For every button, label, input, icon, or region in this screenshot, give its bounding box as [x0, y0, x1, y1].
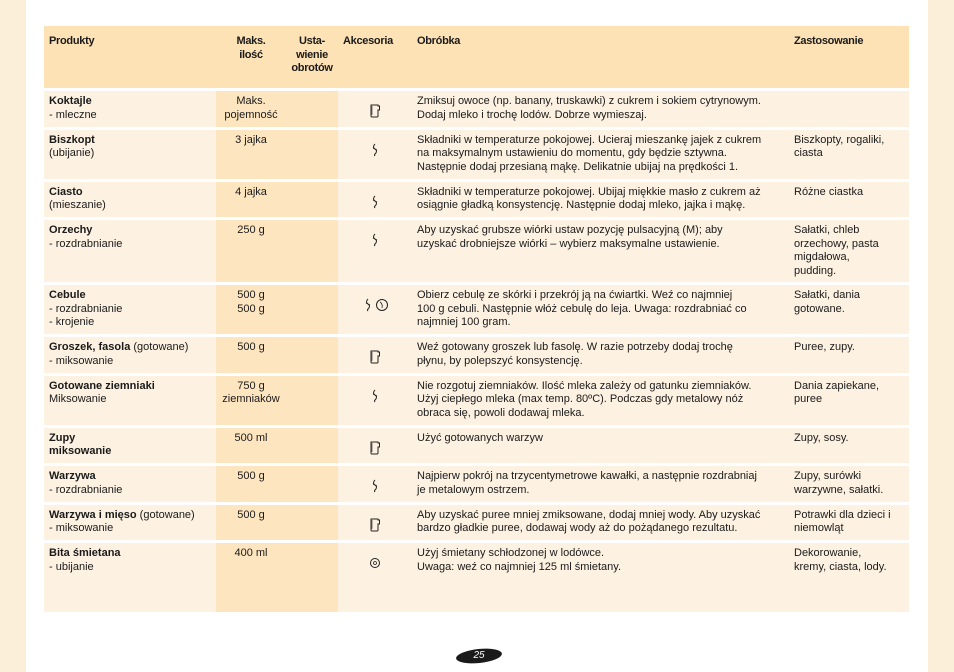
max-qty-cell: 500 g — [216, 336, 286, 375]
product-name-extra: (gotowane) — [130, 341, 189, 353]
jug-icon — [368, 517, 382, 533]
table-row — [44, 465, 909, 504]
usage-cell: Zupy, sosy. — [789, 426, 909, 465]
accessory-cell — [338, 180, 412, 219]
product-name: Biszkopt — [49, 133, 95, 146]
header-accessories: Akcesoria — [338, 26, 412, 90]
processing-cell: Najpierw pokrój na trzycentymetrowe kawałki, a następnie rozdrabniaj je metalowym ostrzem. — [412, 465, 789, 504]
processing-cell: Weź gotowany groszek lub fasolę. W razie potrzeby dodaj trochę płynu, by polepszyć konsystencję. — [412, 336, 789, 375]
max-qty-cell: 500 ml — [216, 426, 286, 465]
product-name: Ciasto — [49, 185, 83, 198]
product-subtitle: - miksowanie — [49, 354, 114, 367]
product-cell — [44, 336, 216, 375]
accessory-cell — [338, 503, 412, 542]
speed-cell — [286, 219, 338, 284]
usage-cell: Sałatki, dania gotowane. — [789, 284, 909, 336]
usage-cell: Różne ciastka — [789, 180, 909, 219]
product-subtitle: - ubijanie — [49, 560, 94, 573]
header-speed: Usta- wienie obrotów — [286, 26, 338, 90]
header-processing: Obróbka — [412, 26, 789, 90]
table-row — [44, 128, 909, 180]
processing-cell: Aby uzyskać puree mniej zmiksowane, dodaj mniej wody. Aby uzyskać bardzo gładkie puree, dodawaj wody aż do pożądanego rezultatu. — [412, 503, 789, 542]
product-name: Cebule — [49, 289, 86, 301]
processing-cell: Składniki w temperaturze pokojowej. Ubijaj miękkie masło z cukrem aż osiągnie gładką konsystencję. Następnie dodaj mleko, jajka i mąkę. — [412, 180, 789, 219]
max-qty-cell: 250 g — [216, 219, 286, 284]
speed-cell — [286, 426, 338, 465]
product-cell — [44, 180, 216, 219]
product-cell — [44, 542, 216, 612]
table-row — [44, 503, 909, 542]
accessory-cell — [338, 374, 412, 426]
usage-cell: Puree, zupy. — [789, 336, 909, 375]
recipe-table — [44, 26, 909, 612]
header-products: Produkty — [44, 26, 216, 90]
accessory-cell — [338, 336, 412, 375]
table-header-row — [44, 26, 909, 90]
processing-cell: Aby uzyskać grubsze wiórki ustaw pozycję pulsacyjną (M); aby uzyskać drobniejsze wiórki – wybierz maksymalne ustawienie. — [412, 219, 789, 284]
accessory-cell — [338, 542, 412, 612]
table-row — [44, 374, 909, 426]
max-qty-cell: 4 jajka — [216, 180, 286, 219]
product-subtitle: Miksowanie — [49, 393, 107, 405]
product-name: Zupy — [49, 431, 76, 444]
max-qty-cell: 3 jajka — [216, 128, 286, 180]
processing-cell: Obierz cebulę ze skórki i przekrój ją na ćwiartki. Weź co najmniej 100 g cebuli. Następnie włóż cebulę do leja. Uwaga: rozdrabniać co najmniej 100 gram. — [412, 284, 789, 336]
slicing-disc-icon — [375, 297, 389, 313]
product-name: Koktajle — [49, 95, 92, 107]
table-row — [44, 336, 909, 375]
table-row — [44, 90, 909, 129]
speed-cell — [286, 465, 338, 504]
table-row — [44, 284, 909, 336]
accessory-cell — [338, 284, 412, 336]
header-max-qty: Maks. ilość — [216, 26, 286, 90]
jug-icon — [368, 103, 382, 119]
blade-icon — [368, 388, 382, 404]
jug-icon — [368, 440, 382, 456]
speed-cell — [286, 542, 338, 612]
whisk-disc-icon — [368, 555, 382, 571]
product-cell — [44, 426, 216, 465]
accessory-cell — [338, 465, 412, 504]
product-name-extra: (gotowane) — [136, 508, 195, 521]
usage-cell: Sałatki, chleb orzechowy, pasta migdałowa, pudding. — [789, 219, 909, 284]
product-subtitle: - rozdrabnianie — [49, 483, 123, 496]
accessory-cell — [338, 219, 412, 284]
speed-cell — [286, 336, 338, 375]
table-row — [44, 426, 909, 465]
product-subtitle: - rozdrabnianie — [49, 302, 123, 315]
product-cell — [44, 128, 216, 180]
usage-cell: Dania zapiekane, puree — [789, 374, 909, 426]
blade-icon — [368, 478, 382, 494]
processing-cell: Użyj śmietany schłodzonej w lodówce. Uwaga: weź co najmniej 125 ml śmietany. — [412, 542, 789, 612]
table-row — [44, 542, 909, 612]
max-qty-cell: Maks. pojemność — [216, 90, 286, 129]
product-name: Bita śmietana — [49, 547, 121, 559]
blade-icon — [368, 194, 382, 210]
product-name: Warzywa i mięso (gotowane) — [49, 508, 195, 521]
usage-cell: Biszkopty, rogaliki, ciasta — [789, 128, 909, 180]
processing-cell: Nie rozgotuj ziemniaków. Ilość mleka zależy od gatunku ziemniaków. Użyj ciepłego mleka (max temp. 80ºC). Podczas gdy metalowy nóż obraca się, powoli dodawaj mleka. — [412, 374, 789, 426]
speed-cell — [286, 180, 338, 219]
speed-cell — [286, 128, 338, 180]
product-cell — [44, 219, 216, 284]
usage-cell: Potrawki dla dzieci i niemowląt — [789, 503, 909, 542]
product-subtitle: - krojenie — [49, 316, 95, 328]
product-name: Gotowane ziemniaki — [49, 379, 155, 392]
header-usage: Zastosowanie — [789, 26, 909, 90]
speed-cell — [286, 284, 338, 336]
accessory-cell — [338, 426, 412, 465]
product-subtitle: - miksowanie — [49, 522, 114, 534]
table-row — [44, 180, 909, 219]
max-qty-cell: 500 g — [216, 503, 286, 542]
product-name: Orzechy — [49, 224, 93, 236]
product-cell — [44, 90, 216, 129]
table-row — [44, 219, 909, 284]
product-cell — [44, 374, 216, 426]
accessory-cell — [338, 90, 412, 129]
product-subtitle: - mleczne — [49, 108, 97, 121]
processing-cell: Użyć gotowanych warzyw — [412, 426, 789, 465]
page-number: 25 — [473, 650, 485, 661]
speed-cell — [286, 503, 338, 542]
accessory-cell — [338, 128, 412, 180]
max-qty-cell: 400 ml — [216, 542, 286, 612]
max-qty-cell: 500 g 500 g — [216, 284, 286, 336]
product-cell — [44, 503, 216, 542]
product-name: Warzywa — [49, 470, 96, 482]
speed-cell — [286, 374, 338, 426]
processing-cell: Składniki w temperaturze pokojowej. Ucieraj mieszankę jajek z cukrem na maksymalnym ustawieniu do momentu, gdy będzie sztywna. Następnie dodaj przesianą mąkę. Delikatnie ubijaj na prędkości 1. — [412, 128, 789, 180]
product-cell — [44, 284, 216, 336]
product-subtitle: (mieszanie) — [49, 199, 106, 211]
blade-icon — [368, 142, 382, 158]
usage-cell: Dekorowanie, kremy, ciasta, lody. — [789, 542, 909, 612]
speed-cell — [286, 90, 338, 129]
processing-cell: Zmiksuj owoce (np. banany, truskawki) z cukrem i sokiem cytrynowym. Dodaj mleko i trochę lodów. Dobrze wymieszaj. — [412, 90, 789, 129]
usage-cell: Zupy, surówki warzywne, sałatki. — [789, 465, 909, 504]
usage-cell — [789, 90, 909, 129]
blade-icon — [368, 232, 382, 248]
product-name: Groszek, fasola (gotowane) — [49, 341, 189, 353]
jug-icon — [368, 349, 382, 365]
blade-icon — [361, 297, 375, 313]
max-qty-cell: 750 g ziemniaków — [216, 374, 286, 426]
product-subtitle: - rozdrabnianie — [49, 237, 123, 250]
max-qty-cell: 500 g — [216, 465, 286, 504]
product-subtitle: (ubijanie) — [49, 147, 95, 159]
product-name: miksowanie — [49, 445, 112, 457]
product-cell — [44, 465, 216, 504]
